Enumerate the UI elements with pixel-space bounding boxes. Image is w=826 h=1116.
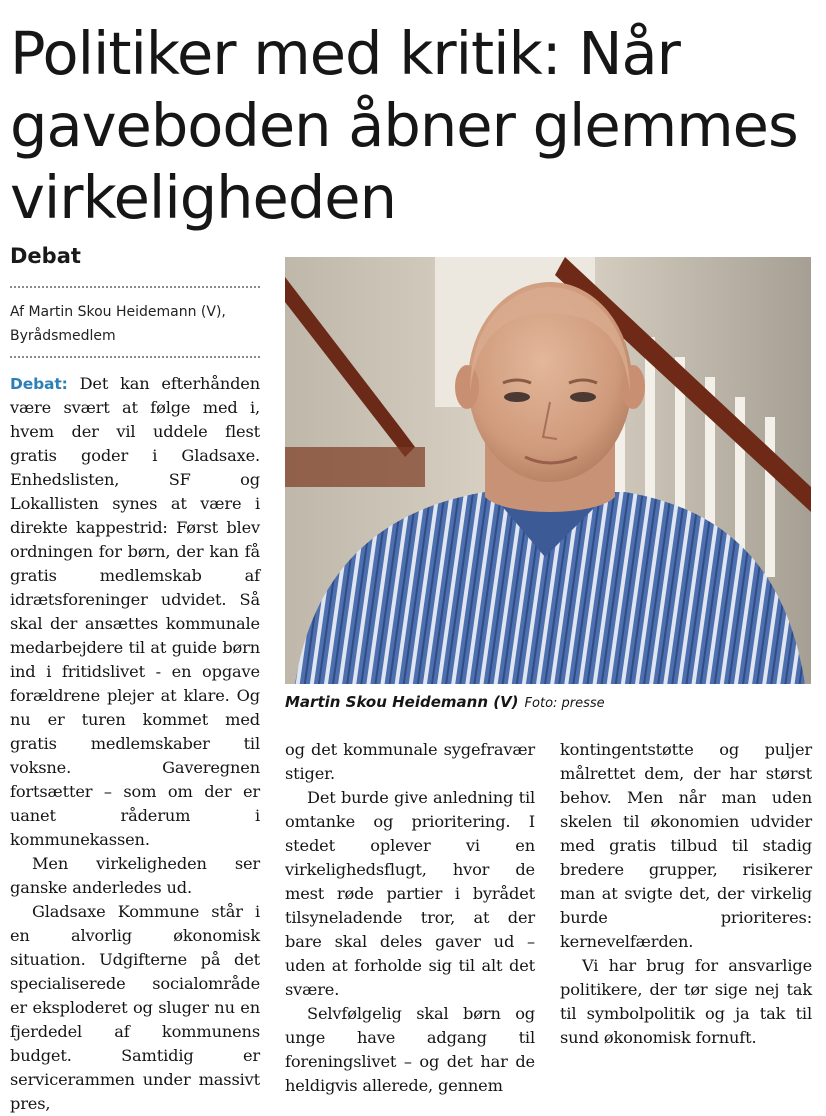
portrait-image [285, 257, 811, 684]
paragraph: Vi har brug for ansvarlige politikere, der tør sige nej tak til symbolpolitik og ja tak til sund økonomisk fornuft. [560, 956, 812, 1047]
paragraph: Gladsaxe Kommune står i en alvorlig økonomisk situation. Udgifterne på det specialiserede socialområde er eksploderet og sluger nu en fjerdedel af kommunens budget. Samtidig er servicerammen under massivt pres, [10, 902, 260, 1113]
article-column-1 [10, 372, 260, 1116]
paragraph: Selvfølgelig skal børn og unge have adgang til foreningslivet – og det har de heldigvis allerede, gennem [285, 1004, 535, 1095]
headline-line: virkeligheden [10, 163, 396, 232]
paragraph: kontingentstøtte og puljer målrettet dem, der har størst behov. Men når man uden skelen til økonomien udvider med gratis tilbud til stadig bredere grupper, risikerer man at svigte det, der virkelig burde prioriteres: kernevelfærden. [560, 740, 812, 951]
caption-name: Martin Skou Heidemann (V) [285, 693, 519, 711]
caption-credit: Foto: presse [524, 696, 605, 711]
byline [10, 300, 270, 348]
paragraph: og det kommunale sygefravær stiger. [285, 740, 535, 783]
dotted-divider [10, 286, 260, 288]
headline [10, 18, 816, 234]
byline-title: Byrådsmedlem [10, 328, 116, 344]
lead-label: Debat: [10, 375, 68, 393]
headline-line: gaveboden åbner glemmes [10, 91, 798, 160]
byline-author: Af Martin Skou Heidemann (V), [10, 304, 226, 320]
paragraph [10, 372, 260, 852]
paragraph-text: Det kan efterhånden være svært at følge med i, hvem der vil uddele flest gratis goder i Gladsaxe. Enhedslisten, SF og Lokallisten synes at være i direkte kappestrid: Først blev ordningen for børn, der kan få gratis medlemskab af idrætsforeninger udvidet. Så skal der ansættes kommunale medarbejdere til at guide børn ind i fritidslivet - en opgave forældrene plejer at klare. Og nu er turen kommet med gratis medlemskaber til voksne. Gaveregnen fortsætter – som om der er uanet råderum i kommunekassen. [10, 374, 261, 849]
section-label: Debat [10, 244, 81, 268]
headline-line: Politiker med kritik: Når [10, 19, 680, 88]
photo-caption [285, 693, 605, 711]
paragraph: Men virkeligheden ser ganske anderledes ud. [10, 854, 260, 897]
dotted-divider [10, 356, 260, 358]
paragraph: Det burde give anledning til omtanke og prioritering. I stedet oplever vi en virkelighedsflugt, hvor de mest røde partier i byrådet tilsyneladende tror, at der bare skal deles gaver ud – uden at forholde sig til alt det svære. [285, 788, 535, 999]
article-photo [285, 257, 811, 684]
article-column-3 [560, 738, 812, 1050]
article-column-2 [285, 738, 535, 1098]
